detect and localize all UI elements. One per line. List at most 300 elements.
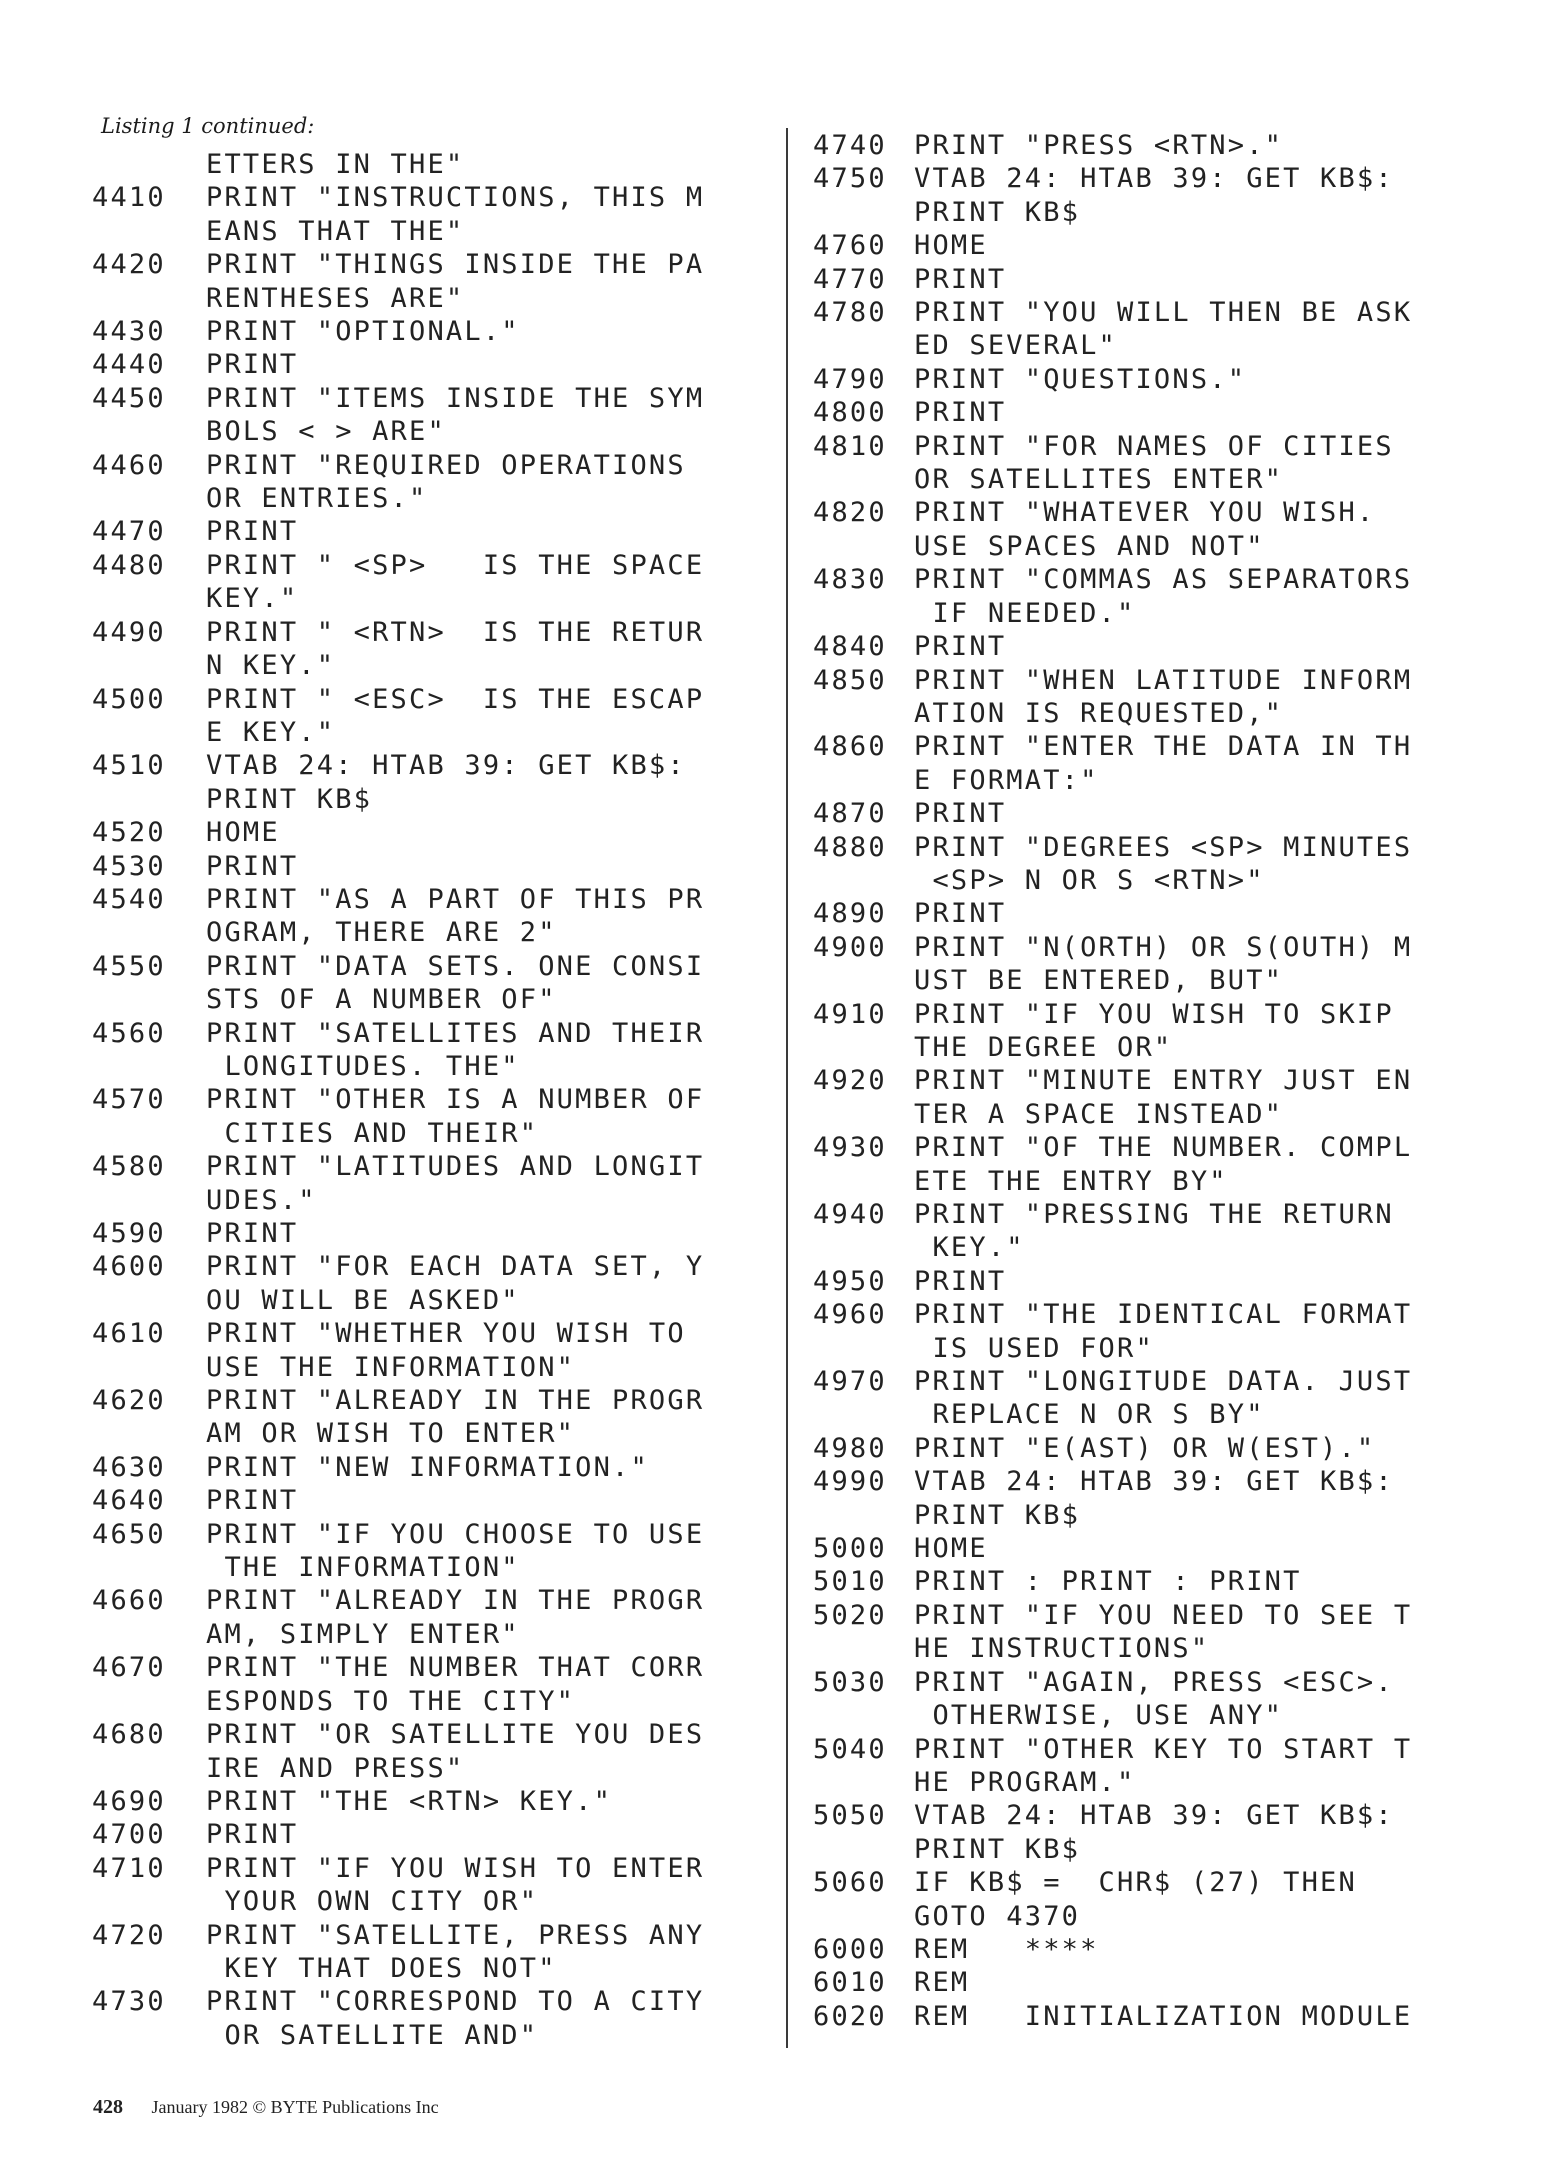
code-text: PRINT "ITEMS INSIDE THE SYM <box>206 382 705 414</box>
code-text: ATION IS REQUESTED," <box>914 697 1284 729</box>
code-line <box>92 549 752 582</box>
code-line <box>813 1298 1483 1331</box>
line-number: 6010 <box>813 1967 887 1999</box>
code-text: PRINT KB$ <box>206 783 373 815</box>
code-line <box>813 1565 1483 1598</box>
code-line <box>92 1551 752 1584</box>
code-line <box>92 382 752 415</box>
code-line <box>92 2019 752 2052</box>
code-line <box>813 1900 1483 1933</box>
code-line <box>813 1231 1483 1264</box>
line-number: 4940 <box>813 1199 887 1230</box>
code-text: PRINT "OPTIONAL." <box>206 316 520 348</box>
code-line <box>813 1064 1483 1097</box>
code-text: ESPONDS TO THE CITY" <box>206 1685 576 1717</box>
code-text: PRINT "CORRESPOND TO A CITY <box>206 1986 705 2018</box>
code-text: PRINT "SATELLITE, PRESS ANY <box>206 1919 705 1951</box>
code-text: VTAB 24: HTAB 39: GET KB$: <box>914 1466 1394 1498</box>
code-line <box>813 1532 1483 1565</box>
code-text: KEY THAT DOES NOT" <box>206 1952 557 1984</box>
code-text: PRINT "AS A PART OF THIS PR <box>206 883 705 915</box>
code-line <box>92 1584 752 1617</box>
code-text: PRINT "YOU WILL THEN BE ASK <box>914 297 1413 329</box>
code-line <box>813 196 1483 229</box>
code-line <box>92 1618 752 1651</box>
code-line <box>92 850 752 883</box>
code-line <box>92 1150 752 1183</box>
code-line <box>92 749 752 782</box>
code-text: RENTHESES ARE" <box>206 282 465 314</box>
code-text: REM <box>914 1967 970 1999</box>
line-number: 4720 <box>92 1919 166 1951</box>
code-text: OTHERWISE, USE ANY" <box>914 1700 1284 1732</box>
line-number: 4700 <box>92 1819 166 1851</box>
code-text: PRINT <box>914 798 1007 830</box>
code-line <box>813 162 1483 195</box>
code-line <box>92 1417 752 1450</box>
code-text: PRINT "N(ORTH) OR S(OUTH) M <box>914 931 1413 963</box>
code-line <box>92 315 752 348</box>
code-text: UST BE ENTERED, BUT" <box>914 965 1284 997</box>
line-number: 4850 <box>813 664 887 696</box>
code-line <box>813 630 1483 663</box>
line-number: 4650 <box>92 1518 166 1550</box>
code-text: PRINT <box>206 1819 299 1851</box>
code-text: CITIES AND THEIR" <box>206 1117 539 1149</box>
line-number: 4960 <box>813 1299 887 1331</box>
code-line <box>92 1685 752 1718</box>
code-line <box>92 1217 752 1250</box>
page-number: 428 <box>93 2096 123 2118</box>
code-text: PRINT "IF YOU CHOOSE TO USE <box>206 1518 705 1550</box>
code-line <box>813 697 1483 730</box>
line-number: 4440 <box>92 349 166 381</box>
code-text: LONGITUDES. THE" <box>206 1050 520 1082</box>
code-line <box>92 1885 752 1918</box>
code-text: PRINT "ALREADY IN THE PROGR <box>206 1385 705 1417</box>
line-number: 4500 <box>92 683 166 715</box>
code-line <box>92 616 752 649</box>
code-text: PRINT "OF THE NUMBER. COMPL <box>914 1132 1413 1164</box>
code-line <box>92 1752 752 1785</box>
code-text: OU WILL BE ASKED" <box>206 1284 520 1316</box>
code-text: AM OR WISH TO ENTER" <box>206 1418 576 1450</box>
code-line <box>813 129 1483 162</box>
code-line <box>92 1351 752 1384</box>
code-line <box>92 215 752 248</box>
code-text: IRE AND PRESS" <box>206 1752 465 1784</box>
code-text: PRINT "OR SATELLITE YOU DES <box>206 1719 705 1751</box>
code-text: PRINT "DEGREES <SP> MINUTES <box>914 831 1413 863</box>
code-line <box>813 597 1483 630</box>
code-text: PRINT <box>206 1485 299 1517</box>
code-line <box>813 1198 1483 1231</box>
line-number: 4450 <box>92 382 166 414</box>
line-number: 4780 <box>813 297 887 329</box>
code-text: ETTERS IN THE" <box>206 149 465 180</box>
line-number: 4680 <box>92 1719 166 1751</box>
code-text: PRINT "FOR EACH DATA SET, Y <box>206 1251 705 1283</box>
code-text: PRINT KB$ <box>914 1499 1081 1531</box>
line-number: 4580 <box>92 1151 166 1183</box>
code-text: PRINT "THINGS INSIDE THE PA <box>206 249 705 281</box>
code-line <box>813 1866 1483 1899</box>
code-text: ETE THE ENTRY BY" <box>914 1165 1228 1197</box>
line-number: 4930 <box>813 1132 887 1164</box>
code-line <box>92 1484 752 1517</box>
line-number: 4770 <box>813 263 887 295</box>
code-text: PRINT "PRESSING THE RETURN <box>914 1199 1394 1230</box>
code-line <box>92 515 752 548</box>
code-text: PRINT "THE IDENTICAL FORMAT <box>914 1299 1413 1331</box>
line-number: 4590 <box>92 1218 166 1249</box>
code-text: PRINT <box>914 898 1007 930</box>
line-number: 5000 <box>813 1533 887 1565</box>
line-number: 4640 <box>92 1485 166 1517</box>
code-line <box>813 1699 1483 1732</box>
column-divider <box>786 128 788 2048</box>
code-text: PRINT <box>914 1265 1007 1297</box>
line-number: 6020 <box>813 2000 887 2032</box>
line-number: 5060 <box>813 1867 887 1899</box>
code-line <box>92 1017 752 1050</box>
code-line <box>813 1666 1483 1699</box>
code-text: OR ENTRIES." <box>206 483 428 515</box>
line-number: 4550 <box>92 950 166 982</box>
line-number: 4530 <box>92 850 166 882</box>
code-line <box>813 430 1483 463</box>
code-line <box>813 329 1483 362</box>
code-line <box>813 1398 1483 1431</box>
code-line <box>92 716 752 749</box>
code-line <box>92 883 752 916</box>
code-text: PRINT "NEW INFORMATION." <box>206 1451 649 1483</box>
code-text: PRINT "INSTRUCTIONS, THIS M <box>206 182 705 214</box>
code-text: ED SEVERAL" <box>914 330 1118 362</box>
code-text: PRINT "ENTER THE DATA IN TH <box>914 731 1413 763</box>
page-footer <box>93 2096 439 2119</box>
code-text: YOUR OWN CITY OR" <box>206 1886 539 1918</box>
code-line <box>92 1651 752 1684</box>
code-text: EANS THAT THE" <box>206 215 465 247</box>
code-text: STS OF A NUMBER OF" <box>206 984 557 1016</box>
code-text: IS USED FOR" <box>914 1332 1154 1364</box>
line-number: 4980 <box>813 1432 887 1464</box>
listing-column-right <box>813 129 1483 2033</box>
code-line <box>813 1599 1483 1632</box>
code-line <box>813 1265 1483 1298</box>
code-text: PRINT <box>206 349 299 381</box>
code-text: PRINT "IF YOU WISH TO SKIP <box>914 998 1394 1030</box>
line-number: 4570 <box>92 1084 166 1116</box>
code-line <box>92 282 752 315</box>
code-line <box>92 1083 752 1116</box>
line-number: 4660 <box>92 1585 166 1617</box>
code-line <box>92 683 752 716</box>
code-line <box>92 449 752 482</box>
code-line <box>92 248 752 281</box>
code-line <box>813 1332 1483 1365</box>
code-text: PRINT "THE NUMBER THAT CORR <box>206 1652 705 1684</box>
code-line <box>813 664 1483 697</box>
code-text: PRINT : PRINT : PRINT <box>914 1566 1302 1598</box>
code-line <box>813 2000 1483 2033</box>
code-text: PRINT "QUESTIONS." <box>914 363 1247 395</box>
code-line <box>92 582 752 615</box>
code-line <box>92 783 752 816</box>
line-number: 4820 <box>813 497 887 529</box>
code-text: PRINT "MINUTE ENTRY JUST EN <box>914 1065 1413 1097</box>
code-text: HOME <box>206 817 280 849</box>
code-text: PRINT <box>206 850 299 882</box>
code-line <box>92 983 752 1016</box>
line-number: 4970 <box>813 1366 887 1398</box>
code-text: PRINT <box>206 516 299 548</box>
line-number: 4540 <box>92 883 166 915</box>
line-number: 4750 <box>813 163 887 195</box>
code-line <box>813 530 1483 563</box>
code-line <box>92 1785 752 1818</box>
code-line <box>813 1365 1483 1398</box>
code-text: PRINT KB$ <box>914 196 1081 228</box>
code-text: PRINT "WHETHER YOU WISH TO <box>206 1318 686 1350</box>
line-number: 6000 <box>813 1933 887 1965</box>
line-number: 4600 <box>92 1251 166 1283</box>
code-line <box>813 931 1483 964</box>
code-text: N KEY." <box>206 650 336 682</box>
code-line <box>92 1050 752 1083</box>
code-text: PRINT " <ESC> IS THE ESCAP <box>206 683 705 715</box>
line-number: 4790 <box>813 363 887 395</box>
code-line <box>813 998 1483 1031</box>
code-line <box>813 1966 1483 1999</box>
code-text: OR SATELLITE AND" <box>206 2019 539 2051</box>
code-line <box>92 1250 752 1283</box>
code-text: IF NEEDED." <box>914 597 1136 629</box>
line-number: 4730 <box>92 1986 166 2018</box>
code-text: E FORMAT:" <box>914 764 1099 796</box>
code-text: PRINT "IF YOU WISH TO ENTER <box>206 1852 705 1884</box>
code-text: HE INSTRUCTIONS" <box>914 1633 1210 1665</box>
code-text: PRINT "WHEN LATITUDE INFORM <box>914 664 1413 696</box>
code-line <box>92 181 752 214</box>
line-number: 4460 <box>92 449 166 481</box>
code-text: PRINT <box>914 263 1007 295</box>
line-number: 4430 <box>92 316 166 348</box>
code-line <box>813 296 1483 329</box>
line-number: 5050 <box>813 1800 887 1832</box>
code-line <box>92 1284 752 1317</box>
code-line <box>813 496 1483 529</box>
code-line <box>813 1499 1483 1532</box>
line-number: 4490 <box>92 616 166 648</box>
code-text: PRINT <box>206 1218 299 1249</box>
code-text: PRINT "IF YOU NEED TO SEE T <box>914 1599 1413 1631</box>
code-text: PRINT " <RTN> IS THE RETUR <box>206 616 705 648</box>
code-text: VTAB 24: HTAB 39: GET KB$: <box>914 163 1394 195</box>
code-line <box>813 1766 1483 1799</box>
line-number: 4830 <box>813 564 887 596</box>
code-text: KEY." <box>206 583 299 615</box>
code-text: OR SATELLITES ENTER" <box>914 464 1284 496</box>
code-line <box>92 1718 752 1751</box>
code-line <box>813 764 1483 797</box>
line-number: 4520 <box>92 817 166 849</box>
code-text: PRINT "LATITUDES AND LONGIT <box>206 1151 705 1183</box>
code-text: PRINT "REQUIRED OPERATIONS <box>206 449 686 481</box>
code-line <box>92 1952 752 1985</box>
code-text: THE DEGREE OR" <box>914 1031 1173 1063</box>
code-line <box>92 482 752 515</box>
code-text: VTAB 24: HTAB 39: GET KB$: <box>206 750 686 782</box>
footer-text: January 1982 © BYTE Publications Inc <box>151 2097 439 2117</box>
code-text: USE THE INFORMATION" <box>206 1351 576 1383</box>
code-text: PRINT KB$ <box>914 1833 1081 1865</box>
code-line <box>813 730 1483 763</box>
code-line <box>92 1117 752 1150</box>
code-line <box>813 897 1483 930</box>
line-number: 4950 <box>813 1265 887 1297</box>
code-text: PRINT <box>914 397 1007 429</box>
line-number: 4920 <box>813 1065 887 1097</box>
code-text: IF KB$ = CHR$ (27) THEN <box>914 1867 1357 1899</box>
code-line <box>813 563 1483 596</box>
code-line <box>92 649 752 682</box>
code-line <box>92 1317 752 1350</box>
code-text: TER A SPACE INSTEAD" <box>914 1098 1284 1130</box>
line-number: 5040 <box>813 1733 887 1765</box>
code-line <box>92 1184 752 1217</box>
line-number: 4690 <box>92 1785 166 1817</box>
code-text: HE PROGRAM." <box>914 1766 1136 1798</box>
code-line <box>813 1632 1483 1665</box>
code-text: BOLS < > ARE" <box>206 416 446 448</box>
code-text: REM INITIALIZATION MODULE <box>914 2000 1413 2032</box>
code-text: PRINT "E(AST) OR W(EST)." <box>914 1432 1376 1464</box>
code-line <box>92 950 752 983</box>
code-line <box>813 396 1483 429</box>
line-number: 4800 <box>813 397 887 429</box>
code-line <box>813 263 1483 296</box>
line-number: 4670 <box>92 1652 166 1684</box>
line-number: 4710 <box>92 1852 166 1884</box>
line-number: 4890 <box>813 898 887 930</box>
code-text: PRINT "WHATEVER YOU WISH. <box>914 497 1376 529</box>
code-text: HOME <box>914 1533 988 1565</box>
code-text: PRINT "SATELLITES AND THEIR <box>206 1017 705 1049</box>
code-text: PRINT "LONGITUDE DATA. JUST <box>914 1366 1413 1398</box>
code-text: PRINT "OTHER IS A NUMBER OF <box>206 1084 705 1116</box>
line-number: 4810 <box>813 430 887 462</box>
code-line <box>813 1465 1483 1498</box>
listing-column-left <box>92 148 752 2052</box>
line-number: 5030 <box>813 1666 887 1698</box>
line-number: 4510 <box>92 750 166 782</box>
code-line <box>92 1985 752 2018</box>
code-line <box>92 816 752 849</box>
code-line <box>92 1818 752 1851</box>
listing-header: Listing 1 continued: <box>101 114 315 138</box>
line-number: 4480 <box>92 549 166 581</box>
line-number: 4870 <box>813 798 887 830</box>
code-line <box>92 1852 752 1885</box>
code-line <box>813 463 1483 496</box>
line-number: 5020 <box>813 1599 887 1631</box>
code-text: PRINT " <SP> IS THE SPACE <box>206 549 705 581</box>
code-text: PRINT "THE <RTN> KEY." <box>206 1785 613 1817</box>
line-number: 4560 <box>92 1017 166 1049</box>
line-number: 4410 <box>92 182 166 214</box>
code-text: PRINT <box>914 631 1007 663</box>
code-line <box>813 964 1483 997</box>
line-number: 4840 <box>813 631 887 663</box>
line-number: 5010 <box>813 1566 887 1598</box>
code-line <box>92 916 752 949</box>
line-number: 4880 <box>813 831 887 863</box>
code-text: PRINT "COMMAS AS SEPARATORS <box>914 564 1413 596</box>
line-number: 4860 <box>813 731 887 763</box>
code-text: THE INFORMATION" <box>206 1552 520 1584</box>
line-number: 4900 <box>813 931 887 963</box>
line-number: 4610 <box>92 1318 166 1350</box>
line-number: 4630 <box>92 1451 166 1483</box>
code-line <box>813 1131 1483 1164</box>
line-number: 4990 <box>813 1466 887 1498</box>
code-line <box>813 864 1483 897</box>
code-line <box>92 415 752 448</box>
line-number: 4620 <box>92 1385 166 1417</box>
code-text: PRINT "AGAIN, PRESS <ESC>. <box>914 1666 1394 1698</box>
code-text: OGRAM, THERE ARE 2" <box>206 917 557 949</box>
code-line <box>813 229 1483 262</box>
code-text: UDES." <box>206 1184 317 1216</box>
code-text: KEY." <box>914 1232 1025 1264</box>
code-text: REPLACE N OR S BY" <box>914 1399 1265 1431</box>
code-line <box>92 1451 752 1484</box>
line-number: 4910 <box>813 998 887 1030</box>
code-line <box>813 1833 1483 1866</box>
code-text: VTAB 24: HTAB 39: GET KB$: <box>914 1800 1394 1832</box>
code-line <box>813 1733 1483 1766</box>
code-line <box>92 1919 752 1952</box>
line-number: 4760 <box>813 230 887 262</box>
code-text: USE SPACES AND NOT" <box>914 530 1265 562</box>
code-text: PRINT "OTHER KEY TO START T <box>914 1733 1413 1765</box>
code-text: PRINT "PRESS <RTN>." <box>914 130 1284 161</box>
code-text: PRINT "DATA SETS. ONE CONSI <box>206 950 705 982</box>
code-line <box>813 363 1483 396</box>
code-text: PRINT "ALREADY IN THE PROGR <box>206 1585 705 1617</box>
code-text: GOTO 4370 <box>914 1900 1081 1932</box>
code-text: PRINT "FOR NAMES OF CITIES <box>914 430 1394 462</box>
code-line <box>92 348 752 381</box>
code-line <box>813 797 1483 830</box>
code-text: REM **** <box>914 1933 1099 1965</box>
code-line <box>813 1165 1483 1198</box>
code-line <box>813 1799 1483 1832</box>
line-number: 4470 <box>92 516 166 548</box>
code-line <box>813 1031 1483 1064</box>
code-line <box>813 1933 1483 1966</box>
line-number: 4740 <box>813 130 887 161</box>
code-line <box>92 1384 752 1417</box>
code-line <box>813 831 1483 864</box>
code-line <box>92 148 752 181</box>
code-line <box>813 1098 1483 1131</box>
code-line <box>813 1432 1483 1465</box>
code-text: E KEY." <box>206 716 336 748</box>
code-line <box>92 1518 752 1551</box>
